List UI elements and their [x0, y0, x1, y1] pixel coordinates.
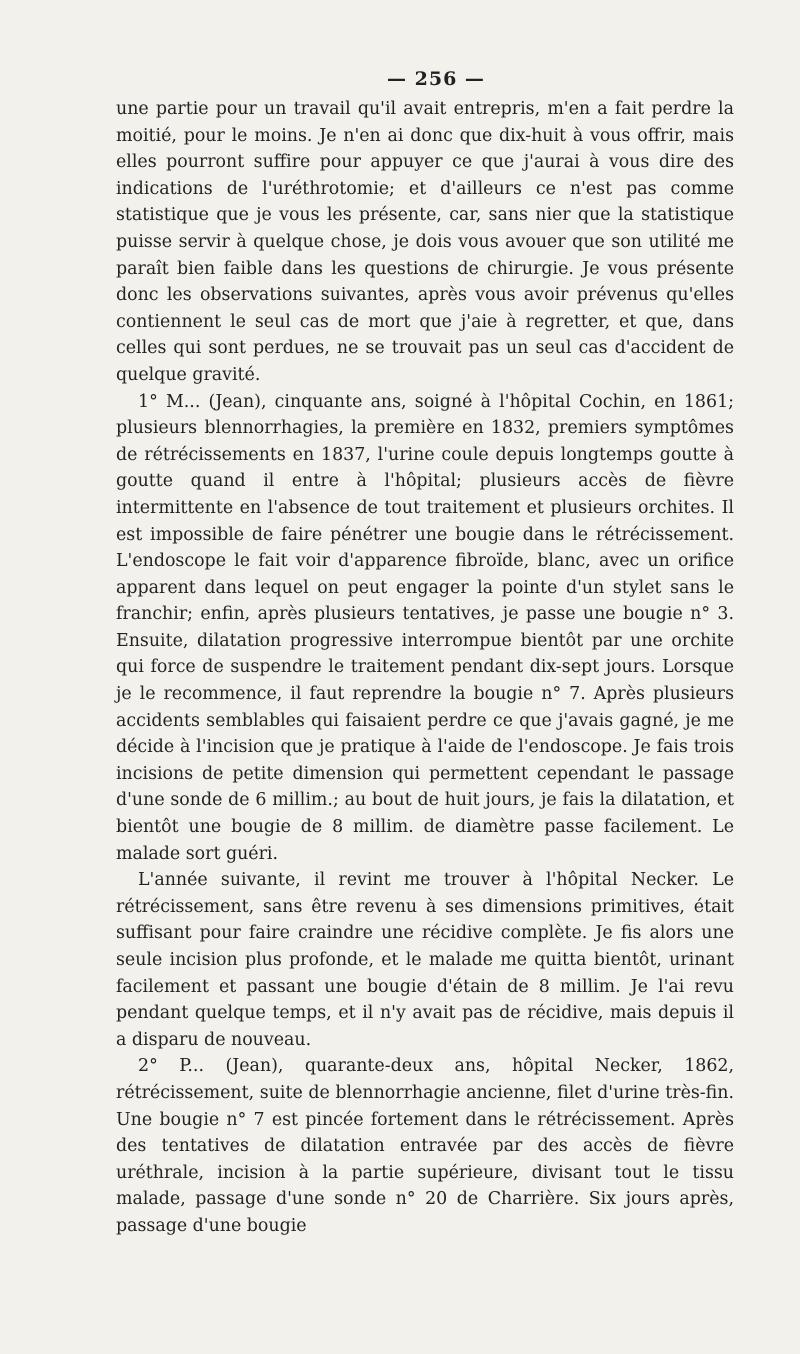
paragraph-case-2: 2° P... (Jean), quarante-deux ans, hôpital Necker, 1862, rétrécissement, suite de blennorrhagie ancienne, filet d'urine très-fin. Une bougie n° 7 est pincée fortement dans le rétrécissement. Après des tentatives de dilatation entravée par des accès de fièvre uréthrale, incision à la partie supérieure, divisant tout le tissu malade, passage d'une sonde n° 20 de Charrière. Six jours après, passage d'une bougie	[116, 1056, 734, 1236]
paragraph-continuation: une partie pour un travail qu'il avait entrepris, m'en a fait perdre la moitié, pour le moins. Je n'en ai donc que dix-huit à vous offrir, mais elles pourront suffire pour appuyer ce que j'aurai à vous dire des indications de l'uréthrotomie; et d'ailleurs ce n'est pas comme statistique que je vous les présente, car, sans nier que la statistique puisse servir à quelque chose, je dois vous avouer que son utilité me paraît bien faible dans les questions de chirurgie. Je vous présente donc les observations suivantes, après vous avoir prévenus qu'elles contiennent le seul cas de mort que j'aie à regretter, et que, dans celles qui sont perdues, ne se trouvait pas un seul cas d'accident de quelque gravité.	[116, 99, 734, 385]
page-body	[116, 96, 734, 1240]
paragraph-case-1: 1° M... (Jean), cinquante ans, soigné à l'hôpital Cochin, en 1861; plusieurs blennorrhagies, la première en 1832, premiers symptômes de rétrécissements en 1837, l'urine coule depuis longtemps goutte à goutte quand il entre à l'hôpital; plusieurs accès de fièvre intermittente en l'absence de tout traitement et plusieurs orchites. Il est impossible de faire pénétrer une bougie dans le rétrécissement. L'endoscope le fait voir d'apparence fibroïde, blanc, avec un orifice apparent dans lequel on peut engager la pointe d'un stylet sans le franchir; enfin, après plusieurs tentatives, je passe une bougie n° 3. Ensuite, dilatation progressive interrompue bientôt par une orchite qui force de suspendre le traitement pendant dix-sept jours. Lorsque je le recommence, il faut reprendre la bougie n° 7. Après plusieurs accidents semblables qui faisaient perdre ce que j'avais gagné, je me décide à l'incision que je pratique à l'aide de l'endoscope. Je fais trois incisions de petite dimension qui permettent cependant le passage d'une sonde de 6 millim.; au bout de huit jours, je fais la dilatation, et bientôt une bougie de 8 millim. de diamètre passe facilement. Le malade sort guéri.	[116, 391, 734, 864]
paragraph-case-1-followup: L'année suivante, il revint me trouver à l'hôpital Necker. Le rétrécissement, sans être revenu à ses dimensions primitives, était suffisant pour faire craindre une récidive complète. Je fis alors une seule incision plus profonde, et le malade me quitta bientôt, urinant facilement et passant une bougie d'étain de 8 millim. Je l'ai revu pendant quelque temps, et il n'y avait pas de récidive, mais depuis il a disparu de nouveau.	[116, 870, 734, 1050]
page-number: — 256 —	[387, 68, 485, 90]
